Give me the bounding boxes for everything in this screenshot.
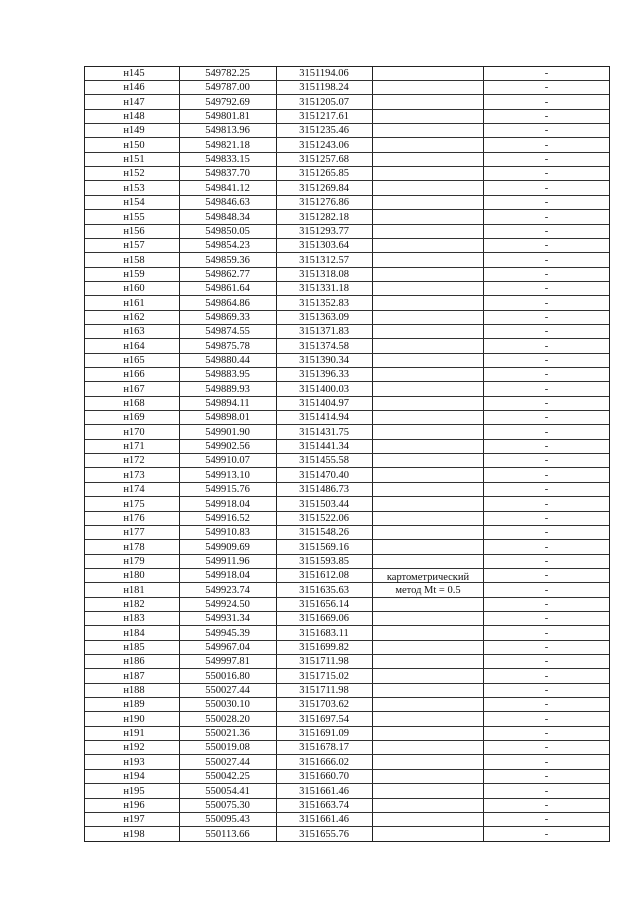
point-name: н174 xyxy=(123,484,145,496)
coordinate-y: 3151400.03 xyxy=(299,383,349,395)
coordinate-x: 549864.86 xyxy=(205,297,250,309)
table-row xyxy=(85,110,609,124)
empty-value-dash: - xyxy=(544,627,549,639)
table-row xyxy=(85,785,609,799)
method-cell xyxy=(373,325,483,842)
point-name: н193 xyxy=(123,756,145,768)
table-row xyxy=(85,182,609,196)
point-name: н147 xyxy=(123,96,145,108)
point-name: н154 xyxy=(123,197,145,209)
table-row xyxy=(85,153,609,167)
coordinate-x: 549923.74 xyxy=(205,584,250,596)
empty-value-dash: - xyxy=(544,311,549,323)
coordinate-x: 549854.23 xyxy=(205,240,250,252)
coordinate-x: 549869.33 xyxy=(205,311,250,323)
empty-value-dash: - xyxy=(544,369,549,381)
point-name: н181 xyxy=(123,584,145,596)
point-name: н168 xyxy=(123,398,145,410)
point-name: н145 xyxy=(123,68,145,79)
coordinate-x: 549931.34 xyxy=(205,613,250,625)
point-name: н175 xyxy=(123,498,145,510)
point-name: н185 xyxy=(123,642,145,653)
coordinate-x: 549924.50 xyxy=(205,598,250,610)
coordinate-x: 549916.52 xyxy=(205,512,250,524)
coordinate-y: 3151414.94 xyxy=(299,412,349,424)
table-row xyxy=(85,713,609,727)
coordinate-x: 549880.44 xyxy=(205,355,250,366)
coordinate-x: 550030.10 xyxy=(205,699,250,711)
coordinate-y: 3151331.18 xyxy=(299,283,349,295)
empty-value-dash: - xyxy=(544,498,549,510)
point-name: н160 xyxy=(123,283,145,295)
coordinate-y: 3151669.06 xyxy=(299,613,349,625)
empty-value-dash: - xyxy=(544,139,549,151)
empty-value-dash: - xyxy=(544,398,549,410)
table-row xyxy=(85,167,609,181)
empty-value-dash: - xyxy=(544,771,549,783)
table-row xyxy=(85,770,609,784)
point-name: н166 xyxy=(123,369,145,381)
point-name: н182 xyxy=(123,598,145,610)
empty-value-dash: - xyxy=(544,642,549,653)
coordinate-y: 3151390.34 xyxy=(299,355,349,366)
coordinate-x: 549792.69 xyxy=(205,96,250,108)
empty-value-dash: - xyxy=(544,111,549,123)
coordinate-x: 549848.34 xyxy=(205,211,250,223)
coordinate-x: 550054.41 xyxy=(205,785,250,797)
point-name: н161 xyxy=(123,297,145,309)
point-name: н192 xyxy=(123,742,145,754)
point-name: н177 xyxy=(123,527,145,539)
coordinate-x: 549782.25 xyxy=(205,68,250,79)
empty-value-dash: - xyxy=(544,742,549,754)
coordinate-y: 3151431.75 xyxy=(299,426,349,438)
coordinate-x: 549911.96 xyxy=(205,555,250,567)
empty-value-dash: - xyxy=(544,355,549,366)
table-row xyxy=(85,469,609,483)
empty-value-dash: - xyxy=(544,426,549,438)
coordinate-y: 3151683.11 xyxy=(299,627,349,639)
coordinates-table xyxy=(84,66,610,842)
point-name: н197 xyxy=(123,814,145,826)
point-name: н195 xyxy=(123,785,145,797)
table-row xyxy=(85,67,609,81)
point-name: н158 xyxy=(123,254,145,266)
point-name: н172 xyxy=(123,455,145,467)
empty-value-dash: - xyxy=(544,484,549,496)
coordinate-y: 3151205.07 xyxy=(299,96,349,108)
table-row xyxy=(85,124,609,138)
point-name: н184 xyxy=(123,627,145,639)
empty-value-dash: - xyxy=(544,656,549,668)
coordinate-y: 3151293.77 xyxy=(299,225,349,237)
coordinate-y: 3151470.40 xyxy=(299,469,349,481)
point-name: н152 xyxy=(123,168,145,180)
coordinate-x: 549901.90 xyxy=(205,426,250,438)
empty-value-dash: - xyxy=(544,68,549,79)
point-name: н162 xyxy=(123,311,145,323)
coordinate-y: 3151217.61 xyxy=(299,111,349,123)
table-row xyxy=(85,799,609,813)
table-row xyxy=(85,727,609,741)
coordinate-x: 549910.83 xyxy=(205,527,250,539)
table-row xyxy=(85,569,609,583)
empty-value-dash: - xyxy=(544,613,549,625)
table-row xyxy=(85,627,609,641)
point-name: н190 xyxy=(123,713,145,725)
coordinate-y: 3151352.83 xyxy=(299,297,349,309)
coordinate-x: 549846.63 xyxy=(205,197,250,209)
coordinate-x: 549909.69 xyxy=(205,541,250,553)
point-name: н171 xyxy=(123,441,145,453)
point-name: н164 xyxy=(123,340,145,352)
coordinate-x: 549997.81 xyxy=(205,656,250,668)
table-row xyxy=(85,541,609,555)
coordinate-y: 3151678.17 xyxy=(299,742,349,754)
coordinate-y: 3151548.26 xyxy=(299,527,349,539)
table-bottom-border xyxy=(85,841,609,842)
empty-value-dash: - xyxy=(544,785,549,797)
empty-value-dash: - xyxy=(544,412,549,424)
table-row xyxy=(85,741,609,755)
coordinate-y: 3151303.64 xyxy=(299,240,349,252)
empty-value-dash: - xyxy=(544,584,549,596)
point-name: н178 xyxy=(123,541,145,553)
coordinate-y: 3151522.06 xyxy=(299,512,349,524)
point-name: н170 xyxy=(123,426,145,438)
empty-value-dash: - xyxy=(544,713,549,725)
empty-value-dash: - xyxy=(544,240,549,252)
empty-value-dash: - xyxy=(544,96,549,108)
point-name: н148 xyxy=(123,111,145,123)
coordinate-y: 3151243.06 xyxy=(299,139,349,151)
coordinate-y: 3151455.58 xyxy=(299,455,349,467)
point-name: н188 xyxy=(123,685,145,697)
point-name: н179 xyxy=(123,555,145,567)
coordinate-x: 549918.04 xyxy=(205,570,250,582)
point-name: н194 xyxy=(123,771,145,783)
coordinate-y: 3151663.74 xyxy=(299,799,349,811)
empty-value-dash: - xyxy=(544,254,549,266)
table-row xyxy=(85,239,609,253)
coordinate-x: 549875.78 xyxy=(205,340,250,352)
table-row xyxy=(85,641,609,655)
point-name: н196 xyxy=(123,799,145,811)
coordinate-y: 3151593.85 xyxy=(299,555,349,567)
point-name: н159 xyxy=(123,268,145,280)
empty-value-dash: - xyxy=(544,125,549,137)
coordinate-x: 550113.66 xyxy=(205,828,250,840)
coordinate-y: 3151697.54 xyxy=(299,713,349,725)
table-row xyxy=(85,225,609,239)
coordinate-y: 3151194.06 xyxy=(299,68,349,79)
table-row xyxy=(85,397,609,411)
table-row xyxy=(85,340,609,354)
point-name: н176 xyxy=(123,512,145,524)
empty-value-dash: - xyxy=(544,541,549,553)
coordinate-y: 3151661.46 xyxy=(299,785,349,797)
empty-value-dash: - xyxy=(544,670,549,682)
coordinate-x: 549945.39 xyxy=(205,627,250,639)
coordinate-x: 549841.12 xyxy=(205,182,250,194)
coordinate-x: 549910.07 xyxy=(205,455,250,467)
method-text-line1: картометрический xyxy=(386,571,470,583)
point-name: н187 xyxy=(123,670,145,682)
point-name: н151 xyxy=(123,154,145,166)
coordinate-y: 3151666.02 xyxy=(299,756,349,768)
coordinate-x: 549915.76 xyxy=(205,484,250,496)
table-row xyxy=(85,368,609,382)
table-row xyxy=(85,584,609,598)
coordinate-x: 550075.30 xyxy=(205,799,250,811)
point-name: н155 xyxy=(123,211,145,223)
empty-value-dash: - xyxy=(544,82,549,94)
empty-value-dash: - xyxy=(544,512,549,524)
point-name: н149 xyxy=(123,125,145,137)
point-name: н153 xyxy=(123,182,145,194)
coordinate-x: 550016.80 xyxy=(205,670,250,682)
coordinate-x: 549837.70 xyxy=(205,168,250,180)
table-row xyxy=(85,698,609,712)
coordinate-x: 549902.56 xyxy=(205,441,250,453)
coordinate-y: 3151396.33 xyxy=(299,369,349,381)
coordinate-x: 549850.05 xyxy=(205,225,250,237)
coordinate-x: 550042.25 xyxy=(205,771,250,783)
coordinate-x: 549913.10 xyxy=(205,469,250,481)
point-name: н165 xyxy=(123,355,145,366)
point-name: н146 xyxy=(123,82,145,94)
table-row xyxy=(85,196,609,210)
empty-value-dash: - xyxy=(544,469,549,481)
coordinate-y: 3151198.24 xyxy=(299,82,349,94)
empty-value-dash: - xyxy=(544,828,549,840)
coordinate-y: 3151312.57 xyxy=(299,254,349,266)
coordinate-y: 3151371.83 xyxy=(299,326,349,338)
point-name: н198 xyxy=(123,828,145,840)
table-row xyxy=(85,268,609,282)
empty-value-dash: - xyxy=(544,555,549,567)
coordinate-y: 3151660.70 xyxy=(299,771,349,783)
coordinate-y: 3151441.34 xyxy=(299,441,349,453)
empty-value-dash: - xyxy=(544,441,549,453)
coordinate-x: 549787.00 xyxy=(205,82,250,94)
coordinate-x: 549918.04 xyxy=(205,498,250,510)
coordinate-x: 549889.93 xyxy=(205,383,250,395)
coordinate-x: 550021.36 xyxy=(205,728,250,740)
point-name: н180 xyxy=(123,570,145,582)
coordinate-y: 3151257.68 xyxy=(299,154,349,166)
point-name: н169 xyxy=(123,412,145,424)
coordinate-y: 3151265.85 xyxy=(299,168,349,180)
empty-value-dash: - xyxy=(544,570,549,582)
empty-value-dash: - xyxy=(544,283,549,295)
coordinate-y: 3151711.98 xyxy=(299,656,349,668)
table-row xyxy=(85,325,609,339)
coordinate-x: 549833.15 xyxy=(205,154,250,166)
point-name: н163 xyxy=(123,326,145,338)
empty-value-dash: - xyxy=(544,455,549,467)
coordinate-x: 549883.95 xyxy=(205,369,250,381)
table-row xyxy=(85,254,609,268)
coordinate-x: 549859.36 xyxy=(205,254,250,266)
coordinate-y: 3151691.09 xyxy=(299,728,349,740)
empty-value-dash: - xyxy=(544,527,549,539)
table-row xyxy=(85,440,609,454)
coordinate-x: 549894.11 xyxy=(205,398,250,410)
coordinate-y: 3151503.44 xyxy=(299,498,349,510)
empty-value-dash: - xyxy=(544,598,549,610)
point-name: н186 xyxy=(123,656,145,668)
empty-value-dash: - xyxy=(544,756,549,768)
table-row xyxy=(85,354,609,368)
empty-value-dash: - xyxy=(544,211,549,223)
coordinate-y: 3151235.46 xyxy=(299,125,349,137)
empty-value-dash: - xyxy=(544,699,549,711)
empty-value-dash: - xyxy=(544,225,549,237)
coordinate-y: 3151318.08 xyxy=(299,268,349,280)
point-name: н167 xyxy=(123,383,145,395)
coordinate-y: 3151699.82 xyxy=(299,642,349,653)
coordinate-y: 3151569.16 xyxy=(299,541,349,553)
coordinate-y: 3151656.14 xyxy=(299,598,349,610)
point-name: н189 xyxy=(123,699,145,711)
empty-value-dash: - xyxy=(544,297,549,309)
table-row xyxy=(85,670,609,684)
coordinate-y: 3151703.62 xyxy=(299,699,349,711)
point-name: н191 xyxy=(123,728,145,740)
table-row xyxy=(85,483,609,497)
point-name: н156 xyxy=(123,225,145,237)
table-row xyxy=(85,282,609,296)
table-row xyxy=(85,684,609,698)
coordinate-x: 549861.64 xyxy=(205,283,250,295)
coordinate-x: 550028.20 xyxy=(205,713,250,725)
table-row xyxy=(85,756,609,770)
coordinate-x: 550095.43 xyxy=(205,814,250,826)
empty-value-dash: - xyxy=(544,685,549,697)
coordinate-y: 3151276.86 xyxy=(299,197,349,209)
coordinate-x: 549874.55 xyxy=(205,326,250,338)
coordinate-y: 3151715.02 xyxy=(299,670,349,682)
table-row xyxy=(85,612,609,626)
empty-value-dash: - xyxy=(544,268,549,280)
coordinate-x: 550027.44 xyxy=(205,685,250,697)
coordinate-y: 3151711.98 xyxy=(299,685,349,697)
coordinate-x: 549821.18 xyxy=(205,139,250,151)
empty-value-dash: - xyxy=(544,197,549,209)
coordinate-y: 3151282.18 xyxy=(299,211,349,223)
table-row xyxy=(85,96,609,110)
coordinate-x: 549862.77 xyxy=(205,268,250,280)
point-name: н173 xyxy=(123,469,145,481)
coordinate-y: 3151374.58 xyxy=(299,340,349,352)
table-row xyxy=(85,211,609,225)
coordinate-x: 549898.01 xyxy=(205,412,250,424)
table-row xyxy=(85,311,609,325)
table-row xyxy=(85,498,609,512)
empty-value-dash: - xyxy=(544,182,549,194)
table-row xyxy=(85,139,609,153)
point-name: н157 xyxy=(123,240,145,252)
table-row xyxy=(85,426,609,440)
coordinate-y: 3151269.84 xyxy=(299,182,349,194)
empty-value-dash: - xyxy=(544,326,549,338)
coordinate-y: 3151363.09 xyxy=(299,311,349,323)
coordinate-y: 3151661.46 xyxy=(299,814,349,826)
table-row xyxy=(85,526,609,540)
table-row xyxy=(85,383,609,397)
table-row xyxy=(85,454,609,468)
coordinate-y: 3151486.73 xyxy=(299,484,349,496)
table-row xyxy=(85,411,609,425)
table-row xyxy=(85,655,609,669)
coordinate-y: 3151655.76 xyxy=(299,828,349,840)
table-row xyxy=(85,813,609,827)
table-row xyxy=(85,81,609,95)
empty-value-dash: - xyxy=(544,728,549,740)
coordinate-x: 550019.08 xyxy=(205,742,250,754)
coordinate-x: 549813.96 xyxy=(205,125,250,137)
point-name: н150 xyxy=(123,139,145,151)
coordinate-x: 549967.04 xyxy=(205,642,250,653)
coordinate-y: 3151612.08 xyxy=(299,570,349,582)
coordinate-x: 549801.81 xyxy=(205,111,250,123)
table-row xyxy=(85,512,609,526)
table-row xyxy=(85,297,609,311)
table-row xyxy=(85,598,609,612)
empty-value-dash: - xyxy=(544,814,549,826)
point-name: н183 xyxy=(123,613,145,625)
table-row xyxy=(85,828,609,842)
method-text-line2: метод Mt = 0.5 xyxy=(395,584,461,596)
empty-value-dash: - xyxy=(544,154,549,166)
empty-value-dash: - xyxy=(544,799,549,811)
table-row xyxy=(85,555,609,569)
coordinate-y: 3151635.63 xyxy=(299,584,349,596)
coordinate-y: 3151404.97 xyxy=(299,398,349,410)
coordinate-x: 550027.44 xyxy=(205,756,250,768)
empty-value-dash: - xyxy=(544,383,549,395)
empty-value-dash: - xyxy=(544,340,549,352)
empty-value-dash: - xyxy=(544,168,549,180)
